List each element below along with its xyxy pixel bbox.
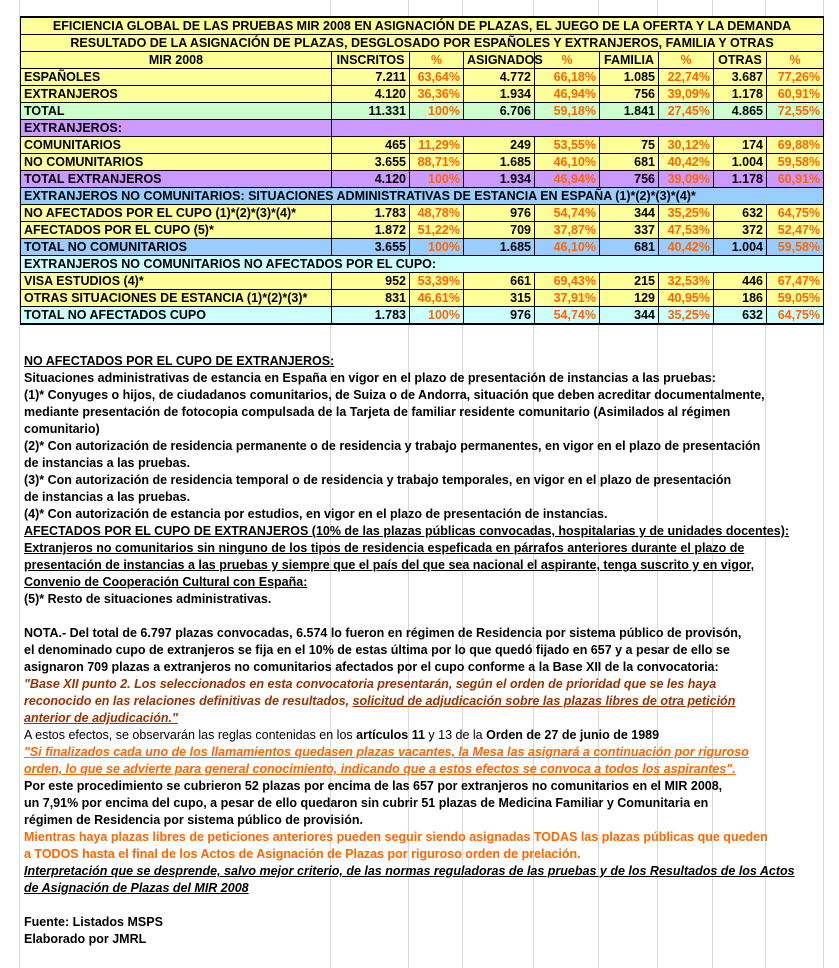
value-cell: 632: [714, 205, 767, 222]
percent-cell: 52,47%: [767, 222, 824, 239]
results-table: [20, 16, 824, 325]
header-cell: FAMILIA: [600, 52, 659, 69]
percent-cell: 40,42%: [659, 239, 714, 256]
value-cell: 465: [332, 137, 410, 154]
value-cell: 1.004: [714, 154, 767, 171]
table-row: [21, 222, 824, 239]
value-cell: 315: [464, 290, 535, 307]
note-heading: AFECTADOS POR EL CUPO DE EXTRANJEROS (10% de las plazas públicas convocadas, hospitalarias y de unidades docentes):: [24, 524, 790, 538]
efectos-line: [24, 727, 824, 744]
value-cell: 4.865: [714, 103, 767, 120]
note-text: (4)* Con autorización de estancia por estudios, en vigor en el plazo de presentación de instancias.: [24, 507, 608, 521]
value-cell: 75: [600, 137, 659, 154]
row-label: TOTAL NO AFECTADOS CUPO: [21, 307, 332, 325]
row-label: COMUNITARIOS: [21, 137, 332, 154]
section-row: [21, 256, 824, 273]
value-cell: 4.120: [332, 171, 410, 188]
table-row: [21, 171, 824, 188]
percent-cell: 37,91%: [535, 290, 600, 307]
table-row: [21, 290, 824, 307]
procedure-text: Por este procedimiento se cubrieron 52 plazas por encima de las 657 por extranjeros no comunitarios en el MIR 2008,: [24, 779, 723, 793]
table-title: EFICIENCIA GLOBAL DE LAS PRUEBAS MIR 2008 EN ASIGNACIÓN DE PLAZAS, EL JUEGO DE LA OFERTA Y LA DEMANDA: [21, 17, 824, 35]
percent-cell: 46,10%: [535, 154, 600, 171]
value-cell: 1.178: [714, 171, 767, 188]
percent-cell: 64,75%: [767, 307, 824, 325]
value-cell: 337: [600, 222, 659, 239]
percent-cell: 64,75%: [767, 205, 824, 222]
percent-cell: 46,94%: [535, 171, 600, 188]
table-row: [21, 205, 824, 222]
value-cell: 681: [600, 239, 659, 256]
highlight-text: Mientras haya plazas libres de peticiones anteriores pueden seguir siendo asignadas TODAS las plazas públicas que queden: [24, 830, 768, 844]
header-cell: ASIGNADOS: [464, 52, 535, 69]
value-cell: 446: [714, 273, 767, 290]
percent-cell: 88,71%: [410, 154, 464, 171]
note-text: Extranjeros no comunitarios sin ninguno de los tipos de residencia espeficada en párrafos anteriores durante el plazo de: [24, 541, 745, 555]
note-text: Situaciones administrativas de estancia en España en vigor en el plazo de presentación de instancias a las pruebas:: [24, 371, 716, 385]
efectos-articulo: artículos 11: [356, 728, 425, 742]
table-row: [21, 273, 824, 290]
value-cell: 4.772: [464, 69, 535, 86]
efectos-pre: A estos efectos, se observarán las reglas contenidas en los: [24, 728, 357, 742]
base-quote: anterior de adjudicación.": [24, 711, 178, 725]
value-cell: 1.872: [332, 222, 410, 239]
header-cell: %: [767, 52, 824, 69]
nota-text: el denominado cupo de extranjeros se fija en el 10% de estas última por lo que quedó fijado en 657 y a pesar de ello se: [24, 643, 730, 657]
header-cell: %: [410, 52, 464, 69]
percent-cell: 35,25%: [659, 307, 714, 325]
section-label: EXTRANJEROS:: [21, 120, 332, 137]
value-cell: 215: [600, 273, 659, 290]
table-row: [21, 307, 824, 325]
note-text: comunitario): [24, 422, 100, 436]
percent-cell: 48,78%: [410, 205, 464, 222]
percent-cell: 36,36%: [410, 86, 464, 103]
table-subtitle: RESULTADO DE LA ASIGNACIÓN DE PLAZAS, DESGLOSADO POR ESPAÑOLES Y EXTRANJEROS, FAMILIA Y OTRAS: [21, 35, 824, 52]
section-label: EXTRANJEROS NO COMUNITARIOS NO AFECTADOS POR EL CUPO:: [21, 256, 824, 273]
percent-cell: 60,91%: [767, 171, 824, 188]
value-cell: 1.685: [464, 154, 535, 171]
row-label: AFECTADOS POR EL CUPO (5)*: [21, 222, 332, 239]
value-cell: 129: [600, 290, 659, 307]
value-cell: 1.685: [464, 239, 535, 256]
percent-cell: 63,64%: [410, 69, 464, 86]
value-cell: 756: [600, 171, 659, 188]
table-row: [21, 103, 824, 120]
percent-cell: 40,95%: [659, 290, 714, 307]
value-cell: 681: [600, 154, 659, 171]
value-cell: 952: [332, 273, 410, 290]
percent-cell: 39,09%: [659, 86, 714, 103]
percent-cell: 37,87%: [535, 222, 600, 239]
percent-cell: 60,91%: [767, 86, 824, 103]
percent-cell: 53,55%: [535, 137, 600, 154]
percent-cell: 35,25%: [659, 205, 714, 222]
note-text: (2)* Con autorización de residencia permanente o de residencia y trabajo permanentes, en vigor en el plazo de presentación: [24, 439, 761, 453]
percent-cell: 59,18%: [535, 103, 600, 120]
orden-quote: orden, lo que se advierte para general conocimiento, indicando que a estos efectos se convoca a todos los aspirantes".: [24, 762, 736, 776]
percent-cell: 59,58%: [767, 154, 824, 171]
percent-cell: 46,61%: [410, 290, 464, 307]
highlight-text: a TODOS hasta el final de los Actos de Asignación de Plazas por riguroso orden de prelación.: [24, 847, 581, 861]
interpretation-text: de Asignación de Plazas del MIR 2008: [24, 881, 249, 895]
header-cell: %: [659, 52, 714, 69]
base-quote: "Base XII punto 2. Los seleccionados en esta convocatoria presentarán, según el orden de prioridad que se les haya: [24, 677, 717, 691]
value-cell: 1.934: [464, 171, 535, 188]
percent-cell: 53,39%: [410, 273, 464, 290]
percent-cell: 30,12%: [659, 137, 714, 154]
efectos-y: y 13 de la: [424, 728, 487, 742]
row-label: VISA ESTUDIOS (4)*: [21, 273, 332, 290]
note-text: (5)* Resto de situaciones administrativas.: [24, 592, 272, 606]
value-cell: 1.085: [600, 69, 659, 86]
efectos-orden: Orden de 27 de junio de 1989: [486, 728, 660, 742]
value-cell: 249: [464, 137, 535, 154]
percent-cell: 54,74%: [535, 205, 600, 222]
percent-cell: 69,43%: [535, 273, 600, 290]
row-label: TOTAL: [21, 103, 332, 120]
author-text: Elaborado por JMRL: [24, 932, 147, 946]
value-cell: 661: [464, 273, 535, 290]
note-text: Convenio de Cooperación Cultural con España:: [24, 575, 308, 589]
note-text: mediante presentación de fotocopia compulsada de la Tarjeta de familiar residente comunitario (Asimilados al régimen: [24, 405, 731, 419]
percent-cell: 47,53%: [659, 222, 714, 239]
percent-cell: 51,22%: [410, 222, 464, 239]
base-quote-part: reconocido en las relaciones definitivas de resultados,: [24, 694, 353, 708]
value-cell: 1.934: [464, 86, 535, 103]
percent-cell: 67,47%: [767, 273, 824, 290]
row-label: EXTRANJEROS: [21, 86, 332, 103]
base-quote-underlined: solicitud de adjudicación sobre las plazas libres de otra petición: [352, 694, 736, 708]
row-label: NO AFECTADOS POR EL CUPO (1)*(2)*(3)*(4)*: [21, 205, 332, 222]
percent-cell: 39,09%: [659, 171, 714, 188]
section-row: [21, 120, 824, 137]
row-label: TOTAL NO COMUNITARIOS: [21, 239, 332, 256]
value-cell: 3.687: [714, 69, 767, 86]
value-cell: 11.331: [332, 103, 410, 120]
percent-cell: 77,26%: [767, 69, 824, 86]
row-label: ESPAÑOLES: [21, 69, 332, 86]
section-label: EXTRANJEROS NO COMUNITARIOS: SITUACIONES ADMINISTRATIVAS DE ESTANCIA EN ESPAÑA (1)*(2)*(3)*(4)*: [21, 188, 824, 205]
value-cell: 831: [332, 290, 410, 307]
percent-cell: 40,42%: [659, 154, 714, 171]
percent-cell: 46,10%: [535, 239, 600, 256]
percent-cell: 72,55%: [767, 103, 824, 120]
value-cell: 186: [714, 290, 767, 307]
orden-quote: "Si finalizados cada uno de los llamamientos quedasen plazas vacantes, la Mesa las asignará a continuación por riguroso: [24, 745, 749, 759]
nota-text: NOTA.- Del total de 6.797 plazas convocadas, 6.574 lo fueron en régimen de Residencia por sistema público de provisón,: [24, 626, 742, 640]
percent-cell: 100%: [410, 103, 464, 120]
value-cell: 756: [600, 86, 659, 103]
value-cell: 3.655: [332, 239, 410, 256]
row-label: TOTAL EXTRANJEROS: [21, 171, 332, 188]
header-cell: MIR 2008: [21, 52, 332, 69]
percent-cell: 32,53%: [659, 273, 714, 290]
interpretation-text: Interpretación que se desprende, salvo mejor criterio, de las normas reguladoras de las pruebas y de los Resultados de los Actos: [24, 864, 795, 878]
header-cell: OTRAS: [714, 52, 767, 69]
percent-cell: 59,05%: [767, 290, 824, 307]
percent-cell: 69,88%: [767, 137, 824, 154]
table-row: [21, 137, 824, 154]
note-text: (1)* Conyuges o hijos, de ciudadanos comunitarios, de Suiza o de Andorra, situación que deben acreditar documentalmente,: [24, 388, 765, 402]
value-cell: 1.841: [600, 103, 659, 120]
value-cell: 7.211: [332, 69, 410, 86]
header-cell: INSCRITOS: [332, 52, 410, 69]
value-cell: 1.178: [714, 86, 767, 103]
percent-cell: 100%: [410, 239, 464, 256]
percent-cell: 100%: [410, 171, 464, 188]
procedure-text: un 7,91% por encima del cupo, a pesar de ello quedaron sin cubrir 51 plazas de Medicina Familiar y Comunitaria en: [24, 796, 709, 810]
table-row: [21, 69, 824, 86]
percent-cell: 59,58%: [767, 239, 824, 256]
percent-cell: 54,74%: [535, 307, 600, 325]
percent-cell: 11,29%: [410, 137, 464, 154]
percent-cell: 100%: [410, 307, 464, 325]
note-heading: NO AFECTADOS POR EL CUPO DE EXTRANJEROS:: [24, 354, 335, 368]
value-cell: 344: [600, 307, 659, 325]
table-row: [21, 154, 824, 171]
note-text: de instancias a las pruebas.: [24, 456, 191, 470]
note-text: (3)* Con autorización de residencia temporal o de residencia y trabajo temporales, en vigor en el plazo de presentación: [24, 473, 732, 487]
nota-text: asignaron 709 plazas a extranjeros no comunitarios afectados por el cupo conforme a la Base XII de la convocatoria:: [24, 660, 719, 674]
header-cell: %: [535, 52, 600, 69]
title-row-2: [21, 35, 824, 52]
header-row: [21, 52, 824, 69]
percent-cell: 66,18%: [535, 69, 600, 86]
value-cell: 174: [714, 137, 767, 154]
percent-cell: 27,45%: [659, 103, 714, 120]
procedure-text: régimen de Residencia por sistema público de provisión.: [24, 813, 363, 827]
value-cell: 1.783: [332, 205, 410, 222]
value-cell: 4.120: [332, 86, 410, 103]
value-cell: 3.655: [332, 154, 410, 171]
percent-cell: 22,74%: [659, 69, 714, 86]
value-cell: 1.783: [332, 307, 410, 325]
table-row: [21, 86, 824, 103]
value-cell: 372: [714, 222, 767, 239]
value-cell: 6.706: [464, 103, 535, 120]
note-text: de instancias a las pruebas.: [24, 490, 191, 504]
value-cell: 976: [464, 205, 535, 222]
row-label: OTRAS SITUACIONES DE ESTANCIA (1)*(2)*(3)*: [21, 290, 332, 307]
value-cell: 976: [464, 307, 535, 325]
source-text: Fuente: Listados MSPS: [24, 915, 163, 929]
notes-section: [24, 353, 824, 948]
base-quote: [24, 693, 824, 710]
value-cell: 709: [464, 222, 535, 239]
row-label: NO COMUNITARIOS: [21, 154, 332, 171]
value-cell: 344: [600, 205, 659, 222]
percent-cell: 46,94%: [535, 86, 600, 103]
value-cell: 1.004: [714, 239, 767, 256]
section-row: [21, 188, 824, 205]
title-row-1: [21, 17, 824, 35]
empty-cell: [332, 120, 824, 137]
table-row: [21, 239, 824, 256]
value-cell: 632: [714, 307, 767, 325]
note-text: presentación de instancias a las pruebas y siempre que el país del que sea nacional el aspirante, tenga suscrito y en vigor,: [24, 558, 755, 572]
